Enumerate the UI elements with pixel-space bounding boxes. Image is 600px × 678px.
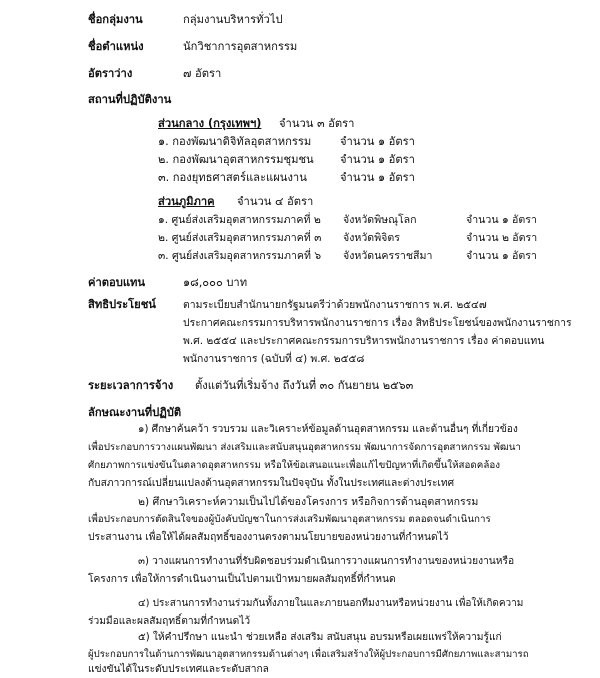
duty-line-7: ประสานงาน เพื่อให้ได้ผลสัมฤทธิ์ของงานตรงตามนโยบายของหน่วยงานที่กำหนดไว้ [88, 532, 449, 543]
salary-label: ค่าตอบแทน [88, 276, 146, 289]
duty-line-11: ร่วมมือและผลสัมฤทธิ์ตามที่กำหนดไว้ [88, 616, 251, 627]
duty-line-10: ๔) ประสานการทำงานร่วมกันทั้งภายในและภายนอกทีมงานหรือหน่วยงาน เพื่อให้เกิดความ [138, 598, 524, 609]
duty-line-14: แข่งขันได้ในระดับประเทศและระดับสากล [88, 664, 269, 675]
regional-item-3-province: จังหวัดนครราชสีมา [343, 250, 433, 262]
position-value: นักวิชาการอุตสาหกรรม [183, 40, 298, 53]
central-item-1-count: จำนวน ๑ อัตรา [340, 135, 415, 148]
regional-item-1-province: จังหวัดพิษณุโลก [343, 214, 417, 226]
group-value: กลุ่มงานบริหารทั่วไป [183, 13, 283, 26]
contract-value: ตั้งแต่วันที่เริ่มจ้าง ถึงวันที่ ๓๐ กันยายน ๒๕๖๓ [195, 379, 414, 392]
regional-item-2-count: จำนวน ๒ อัตรา [466, 232, 538, 244]
duty-line-13: ผู้ประกอบการในด้านการพัฒนาอุตสาหกรรมด้านต่างๆ เพื่อเสริมสร้างให้ผู้ประกอบการมีศักยภาพและสามารถ [88, 649, 529, 660]
duty-line-12: ๕) ให้คำปรึกษา แนะนำ ช่วยเหลือ ส่งเสริม สนับสนุน อบรมหรือเผยแพร่ให้ความรู้แก่ [138, 632, 502, 643]
central-item-1-name: ๑. กองพัฒนาดิจิทัลอุตสาหกรรม [158, 135, 312, 148]
regional-title: ส่วนภูมิภาค [158, 195, 215, 208]
salary-value: ๑๘,๐๐๐ บาท [183, 276, 248, 289]
central-total: จำนวน ๓ อัตรา [279, 117, 355, 130]
duty-line-2: เพื่อประกอบการวางแผนพัฒนา ส่งเสริมและสนับสนุนอุตสาหกรรม พัฒนาการจัดการอุตสาหกรรม พัฒนา [88, 442, 521, 453]
duty-line-9: โครงการ เพื่อให้การดำเนินงานเป็นไปตามเป้าหมายผลสัมฤทธิ์ที่กำหนด [88, 574, 396, 585]
duty-line-8: ๓) วางแผนการทำงานที่รับผิดชอบร่วมดำเนินการวางแผนการทำงานของหน่วยงานหรือ [138, 556, 515, 567]
benefits-line-4: พนักงานราชการ (ฉบับที่ ๔) พ.ศ. ๒๕๕๘ [183, 353, 365, 365]
central-item-2-count: จำนวน ๑ อัตรา [340, 153, 415, 166]
regional-item-1-count: จำนวน ๑ อัตรา [466, 214, 537, 226]
group-label: ชื่อกลุ่มงาน [88, 13, 143, 26]
regional-item-2-name: ๒. ศูนย์ส่งเสริมอุตสาหกรรมภาคที่ ๓ [158, 232, 322, 244]
duty-line-5: ๒) ศึกษาวิเคราะห์ความเป็นไปได้ของโครงการ หรือกิจการด้านอุตสาหกรรม [138, 496, 479, 508]
duty-line-1: ๑) ศึกษาค้นคว้า รวบรวม และวิเคราะห์ข้อมูลด้านอุตสาหกรรม และด้านอื่นๆ ที่เกี่ยวข้อง [138, 424, 518, 435]
benefits-line-1: ตามระเบียบสำนักนายกรัฐมนตรีว่าด้วยพนักงานราชการ พ.ศ. ๒๕๔๗ [183, 299, 487, 311]
central-item-2-name: ๒. กองพัฒนาอุตสาหกรรมชุมชน [158, 153, 314, 166]
duties-heading: ลักษณะงานที่ปฏิบัติ [88, 406, 182, 419]
position-label: ชื่อตำแหน่ง [88, 40, 144, 53]
workplace-heading: สถานที่ปฏิบัติงาน [88, 93, 172, 106]
benefits-line-2: ประกาศคณะกรรมการบริหารพนักงานราชการ เรื่อง สิทธิประโยชน์ของพนักงานราชการ [183, 317, 572, 329]
central-title: ส่วนกลาง (กรุงเทพฯ) [158, 117, 262, 130]
regional-item-3-name: ๓. ศูนย์ส่งเสริมอุตสาหกรรมภาคที่ ๖ [158, 250, 322, 262]
regional-item-2-province: จังหวัดพิจิตร [343, 232, 400, 244]
benefits-label: สิทธิประโยชน์ [88, 298, 156, 311]
duty-line-6: เพื่อประกอบการตัดสินใจของผู้บังคับบัญชาในการส่งเสริมพัฒนาอุตสาหกรรม ตลอดจนดำเนินการ [88, 514, 491, 525]
duty-line-3: ศักยภาพการแข่งขันในตลาดอุตสาหกรรม หรือให้ข้อเสนอแนะเพื่อแก้ไขปัญหาที่เกิดขึ้นให้สอดคล้อง [88, 460, 500, 471]
regional-item-1-name: ๑. ศูนย์ส่งเสริมอุตสาหกรรมภาคที่ ๒ [158, 214, 321, 226]
vacancy-label: อัตราว่าง [88, 67, 133, 80]
benefits-line-3: พ.ศ. ๒๕๕๔ และประกาศคณะกรรมการบริหารพนักงานราชการ เรื่อง ค่าตอบแทน [183, 335, 545, 347]
duty-line-4: กับสภาวการณ์เปลี่ยนแปลงด้านอุตสาหกรรมในปัจจุบัน ทั้งในประเทศและต่างประเทศ [88, 478, 455, 489]
central-item-3-count: จำนวน ๑ อัตรา [340, 171, 415, 184]
contract-label: ระยะเวลาการจ้าง [88, 379, 174, 392]
vacancy-value: ๗ อัตรา [183, 67, 222, 80]
central-item-3-name: ๓. กองยุทธศาสตร์และแผนงาน [158, 171, 307, 184]
regional-total: จำนวน ๔ อัตรา [237, 195, 314, 208]
regional-item-3-count: จำนวน ๑ อัตรา [466, 250, 537, 262]
